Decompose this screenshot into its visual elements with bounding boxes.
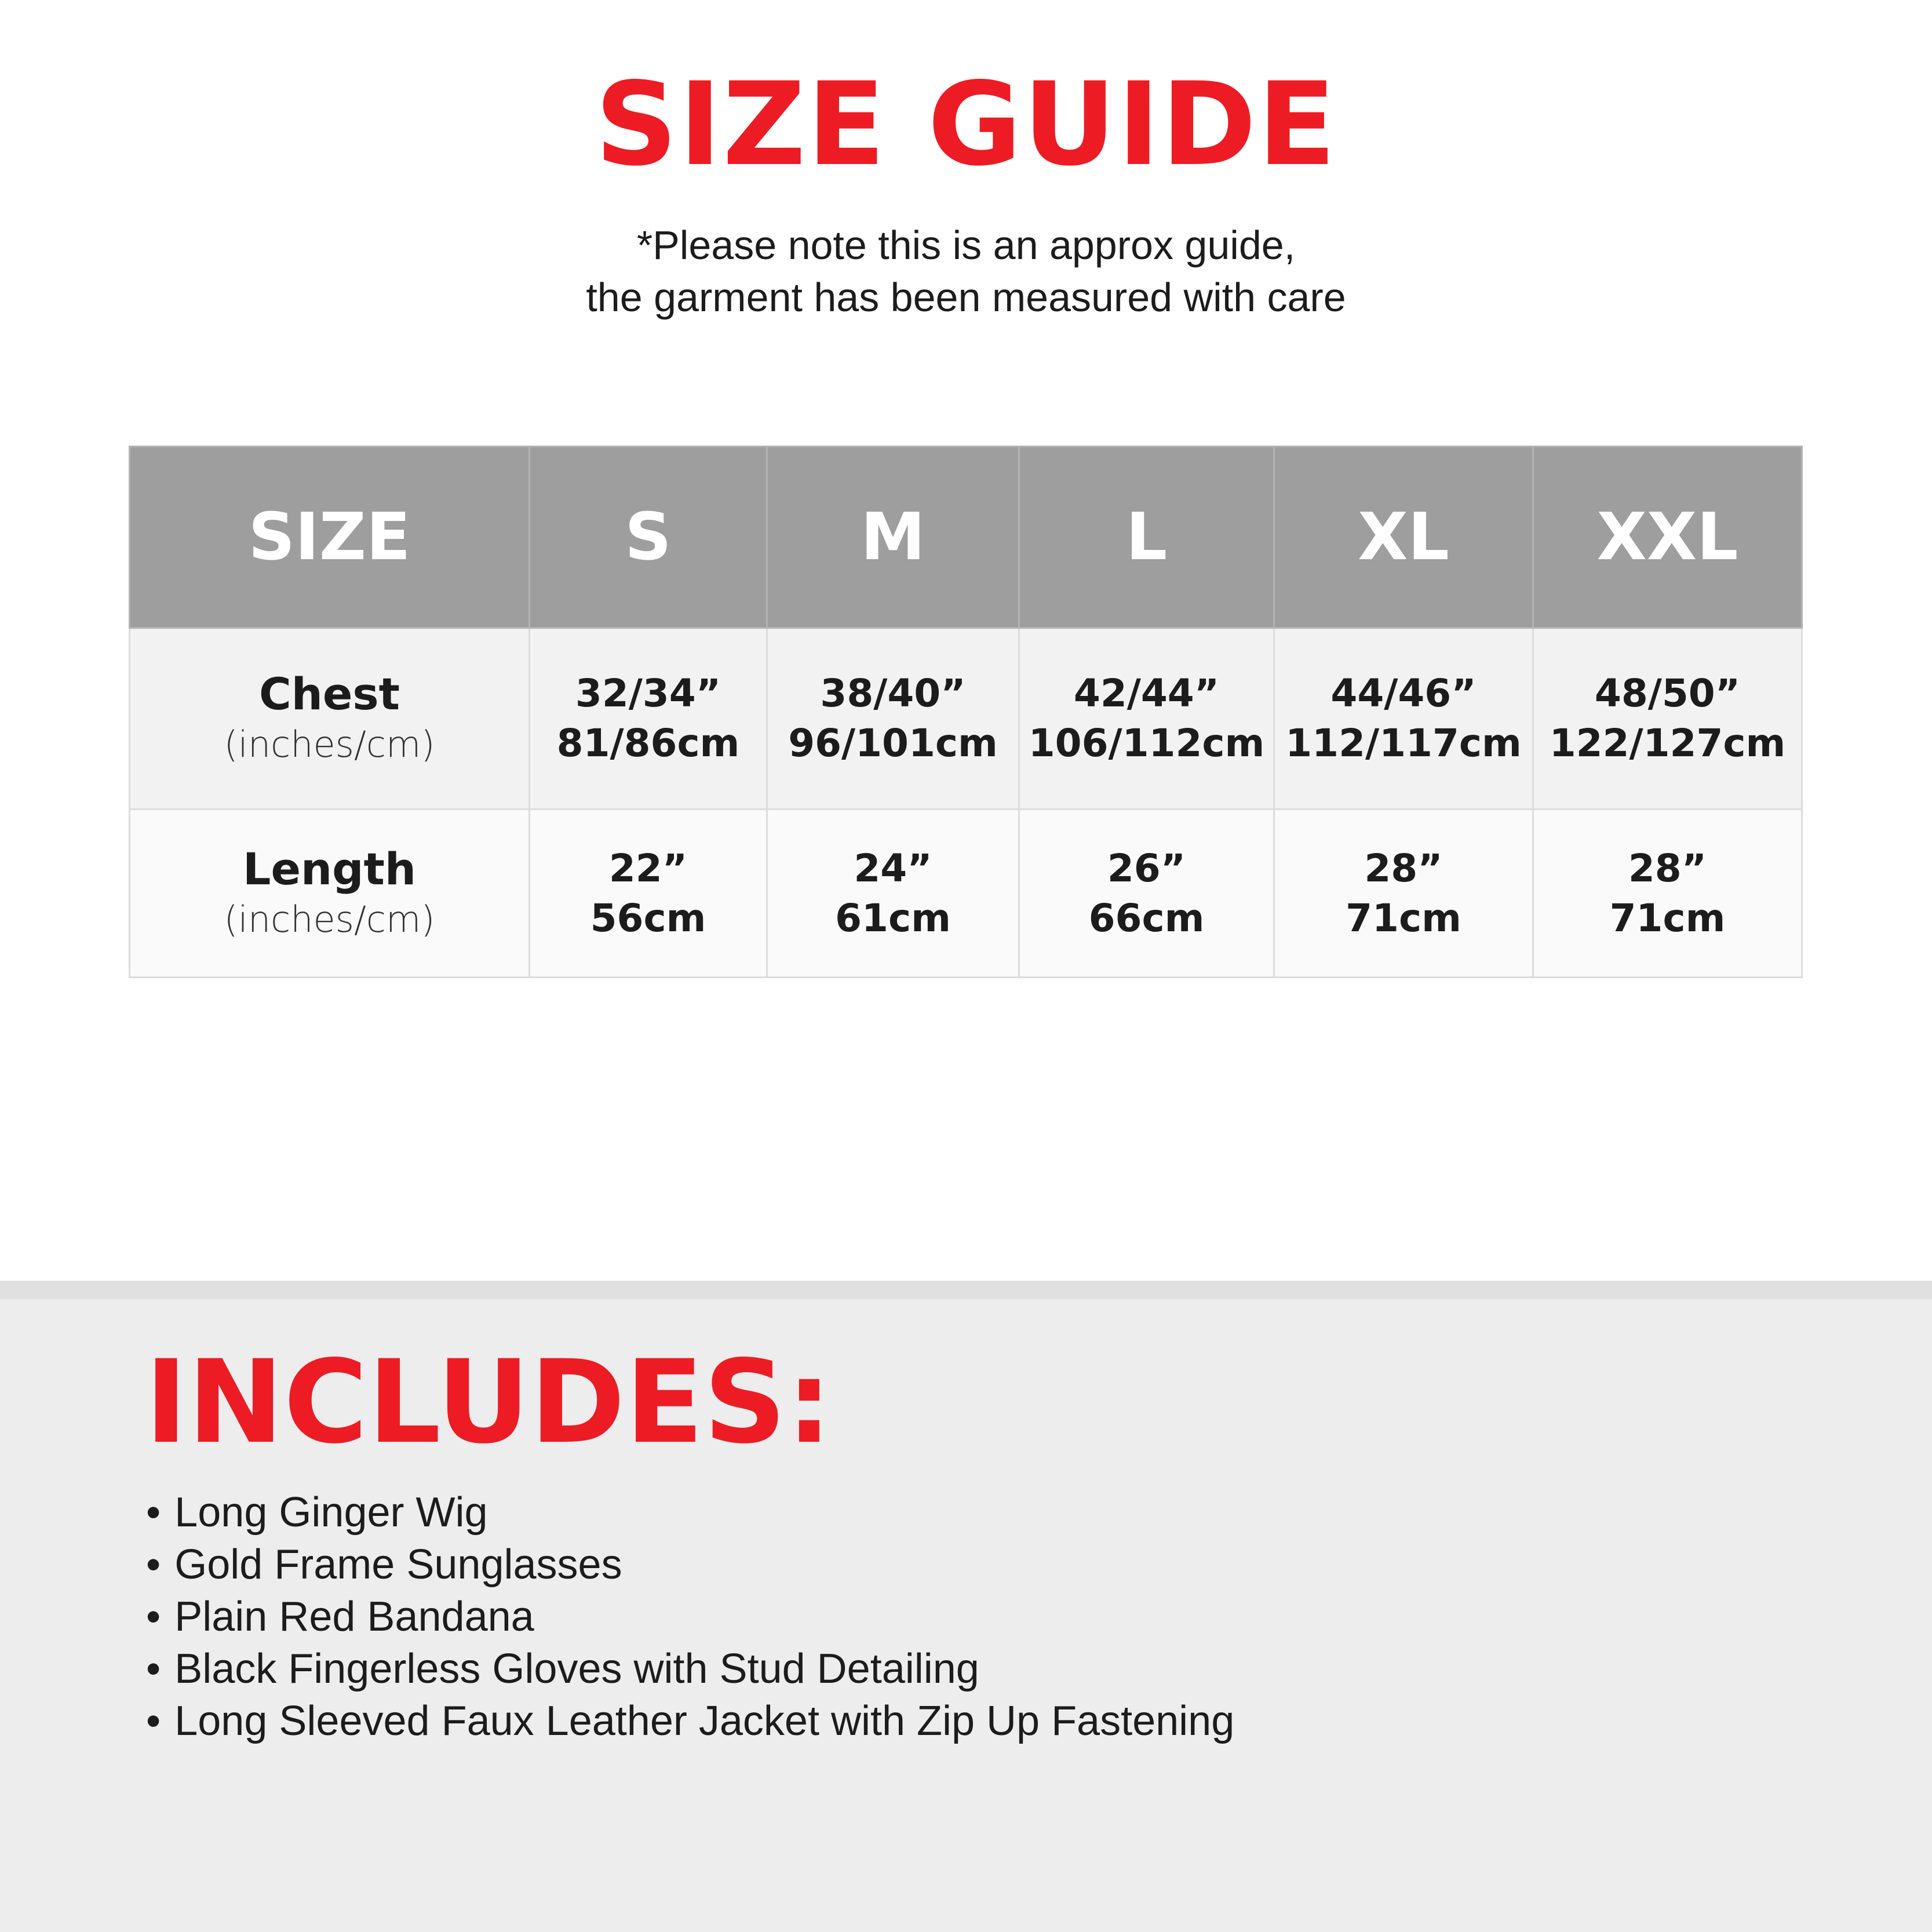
inches-value: 42/44”	[1073, 671, 1220, 716]
size-header-m: M	[767, 447, 1019, 628]
includes-list	[146, 1486, 1234, 1747]
chest-cell-l	[1019, 628, 1274, 810]
inches-value: 28”	[1628, 845, 1707, 891]
cm-value: 61cm	[835, 895, 951, 941]
cm-value: 112/117cm	[1285, 721, 1522, 765]
chest-cell-s	[530, 628, 767, 810]
size-header-s: S	[530, 447, 767, 628]
length-cell-l	[1019, 810, 1274, 978]
length-cell-s	[530, 810, 767, 978]
chest-row	[130, 628, 1802, 810]
inches-value: 32/34”	[575, 671, 721, 716]
inches-value: 48/50”	[1594, 671, 1741, 716]
list-item: • Plain Red Bandana	[146, 1591, 1234, 1643]
size-header-label: SIZE	[130, 447, 530, 628]
cm-value: 66cm	[1088, 895, 1205, 941]
inches-value: 44/46”	[1330, 671, 1477, 716]
row-label: Chest	[259, 668, 400, 720]
inches-value: 28”	[1364, 845, 1443, 891]
chest-cell-xxl	[1533, 628, 1802, 810]
row-unit: (inches/cm)	[224, 898, 435, 941]
size-header-row	[130, 447, 1802, 628]
length-row	[130, 810, 1802, 978]
length-cell-m	[767, 810, 1019, 978]
cm-value: 106/112cm	[1028, 721, 1265, 765]
list-item: • Long Sleeved Faux Leather Jacket with Zip Up Fastening	[146, 1695, 1234, 1747]
inches-value: 22”	[608, 845, 688, 891]
length-cell-xl	[1274, 810, 1533, 978]
includes-title: INCLUDES:	[145, 1335, 832, 1469]
section-divider	[0, 1281, 1932, 1299]
chest-label-cell	[130, 628, 530, 810]
chest-cell-m	[767, 628, 1019, 810]
size-header-l: L	[1019, 447, 1274, 628]
length-cell-xxl	[1533, 810, 1802, 978]
cm-value: 56cm	[590, 895, 706, 941]
cm-value: 71cm	[1346, 895, 1461, 941]
page-title: SIZE GUIDE	[595, 57, 1337, 191]
list-item: • Gold Frame Sunglasses	[146, 1539, 1234, 1591]
note-line-1: *Please note this is an approx guide,	[636, 223, 1296, 268]
row-label: Length	[243, 843, 416, 895]
inches-value: 26”	[1107, 845, 1186, 891]
size-header-xl: XL	[1274, 447, 1533, 628]
approx-guide-note	[0, 219, 1932, 323]
cm-value: 122/127cm	[1549, 721, 1786, 765]
list-item: • Black Fingerless Gloves with Stud Detailing	[146, 1643, 1234, 1695]
list-item: • Long Ginger Wig	[146, 1486, 1234, 1539]
size-header-xxl: XXL	[1533, 447, 1802, 628]
chest-cell-xl	[1274, 628, 1533, 810]
cm-value: 71cm	[1609, 895, 1726, 941]
note-line-2: the garment has been measured with care	[586, 275, 1346, 320]
row-unit: (inches/cm)	[224, 723, 435, 765]
inches-value: 24”	[854, 845, 932, 891]
length-label-cell	[130, 810, 530, 978]
size-table	[129, 446, 1803, 978]
cm-value: 81/86cm	[556, 721, 740, 765]
inches-value: 38/40”	[820, 671, 966, 716]
cm-value: 96/101cm	[788, 721, 998, 765]
